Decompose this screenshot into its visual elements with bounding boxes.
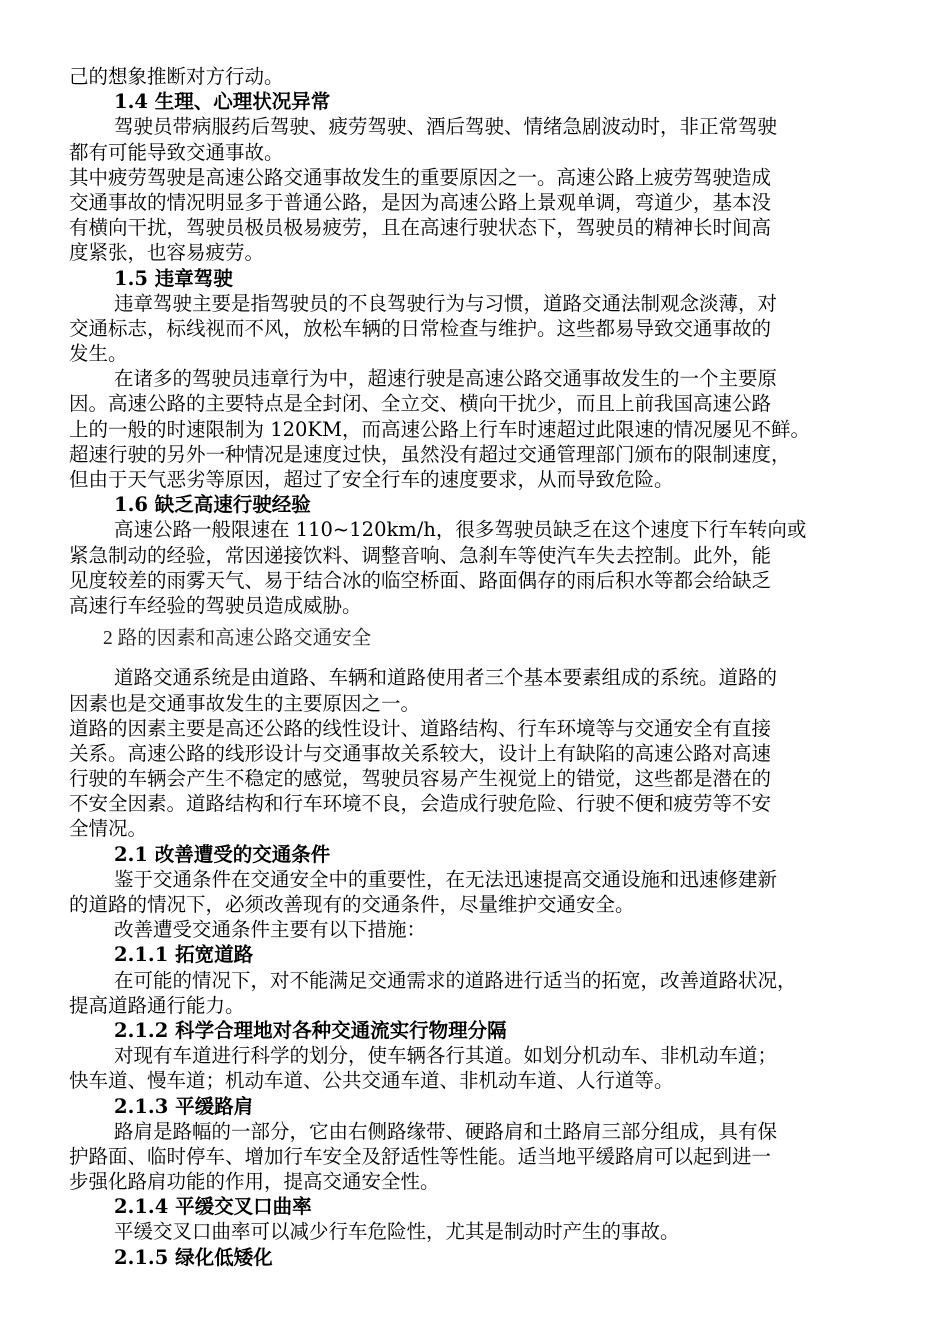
paragraph-line: 护路面、临时停车、增加行车安全及舒适性等性能。适当地平缓路肩可以起到进一: [69, 1144, 772, 1168]
section-heading: 2.1 改善遭受的交通条件: [114, 842, 331, 866]
section-heading: 2.1.4 平缓交叉口曲率: [114, 1195, 312, 1219]
paragraph-line: 在诸多的驾驶员违章行为中，超速行驶是高速公路交通事故发生的一个主要原: [114, 367, 778, 391]
document-page: [69, 64, 889, 1270]
paragraph-line: 步强化路肩功能的作用，提高交通安全性。: [69, 1170, 440, 1194]
paragraph-line: 在可能的情况下，对不能满足交通需求的道路进行适当的拓宽，改善道路状况，: [114, 968, 797, 992]
section-title: 2 路的因素和高速公路交通安全: [103, 628, 372, 650]
section-heading: 1.6 缺乏高速行驶经验: [114, 493, 311, 517]
paragraph-line: 平缓交叉口曲率可以减少行车危险性，尤其是制动时产生的事故。: [114, 1220, 680, 1244]
paragraph-line: 违章驾驶主要是指驾驶员的不良驾驶行为与习惯，道路交通法制观念淡薄，对: [114, 291, 778, 315]
paragraph-line: 改善遭受交通条件主要有以下措施：: [114, 918, 427, 942]
paragraph-line: 其中疲劳驾驶是高速公路交通事故发生的重要原因之一。高速公路上疲劳驾驶造成: [69, 165, 772, 189]
paragraph-line: 紧急制动的经验，常因递接饮料、调整音响、急刹车等使汽车失去控制。此外，能: [69, 543, 772, 567]
section-heading: 1.4 生理、心理状况异常: [114, 90, 331, 114]
paragraph-line: 超速行驶的另外一种情况是速度过快，虽然没有超过交通管理部门颁布的限制速度，: [69, 442, 791, 466]
section-heading: 2.1.2 科学合理地对各种交通流实行物理分隔: [114, 1018, 507, 1042]
paragraph-line: 高速公路一般限速在 110~120km/h，很多驾驶员缺乏在这个速度下行车转向或: [114, 518, 807, 542]
paragraph-line: 的道路的情况下，必须改善现有的交通条件，尽量维护交通安全。: [69, 893, 635, 916]
paragraph-line: 驾驶员带病服药后驾驶、疲劳驾驶、酒后驾驶、情绪急剧波动时，非正常驾驶: [114, 115, 778, 139]
paragraph-line: 行驶的车辆会产生不稳定的感觉，驾驶员容易产生视觉上的错觉，这些都是潜在的: [69, 767, 772, 791]
paragraph-line: 己的想象推断对方行动。: [69, 65, 284, 88]
paragraph-line: 高速行车经验的驾驶员造成威胁。: [69, 593, 362, 617]
paragraph-line: 度紧张，也容易疲劳。: [69, 241, 265, 265]
paragraph-line: 鉴于交通条件在交通安全中的重要性，在无法迅速提高交通设施和迅速修建新: [114, 867, 778, 891]
paragraph-line: 上的一般的时速限制为 120KM，而高速公路上行车时速超过此限速的情况屡见不鲜。: [69, 417, 810, 441]
paragraph-line: 交通事故的情况明显多于普通公路，是因为高速公路上景观单调，弯道少，基本没: [69, 190, 772, 214]
paragraph-line: 关系。高速公路的线形设计与交通事故关系较大，设计上有缺陷的高速公路对高速: [69, 741, 772, 765]
section-heading: 1.5 违章驾驶: [114, 266, 233, 290]
paragraph-line: 但由于天气恶劣等原因，超过了安全行车的速度要求，从而导致危险。: [69, 468, 674, 491]
paragraph-line: 路肩是路幅的一部分，它由右侧路缘带、硬路肩和土路肩三部分组成，具有保: [114, 1119, 778, 1143]
paragraph-line: 道路的因素主要是高还公路的线性设计、道路结构、行车环境等与交通安全有直接: [69, 716, 772, 740]
paragraph-line: 全情况。: [69, 817, 148, 841]
paragraph-line: 见度较差的雨雾天气、易于结合冰的临空桥面、路面偶存的雨后积水等都会给缺乏: [69, 568, 772, 592]
paragraph-line: 因。高速公路的主要特点是全封闭、全立交、横向干扰少，而且上前我国高速公路: [69, 392, 772, 416]
paragraph-line: 快车道、慢车道；机动车道、公共交通车道、非机动车道、人行道等。: [69, 1069, 674, 1093]
paragraph-line: 交通标志，标线视而不风，放松车辆的日常检查与维护。这些都易导致交通事故的: [69, 316, 772, 340]
paragraph-line: 因素也是交通事故发生的主要原因之一。: [69, 691, 421, 715]
paragraph-line: 发生。: [69, 342, 128, 366]
paragraph-line: 对现有车道进行科学的划分，使车辆各行其道。如划分机动车、非机动车道；: [114, 1044, 778, 1068]
paragraph-line: 提高道路通行能力。: [69, 993, 245, 1017]
paragraph-line: 道路交通系统是由道路、车辆和道路使用者三个基本要素组成的系统。道路的: [114, 666, 778, 690]
paragraph-line: 都有可能导致交通事故。: [69, 140, 284, 164]
text-block-section-1: [69, 64, 889, 618]
text-block-section-2: [69, 665, 889, 1270]
section-heading: 2.1.5 绿化低矮化: [114, 1245, 273, 1269]
section-heading: 2.1.1 拓宽道路: [114, 943, 254, 967]
paragraph-line: 不安全因素。道路结构和行车环境不良，会造成行驶危险、行驶不便和疲劳等不安: [69, 792, 772, 816]
paragraph-line: 有横向干扰，驾驶员极员极易疲劳，且在高速行驶状态下，驾驶员的精神长时间高: [69, 216, 772, 240]
section-heading: 2.1.3 平缓路肩: [114, 1094, 254, 1118]
